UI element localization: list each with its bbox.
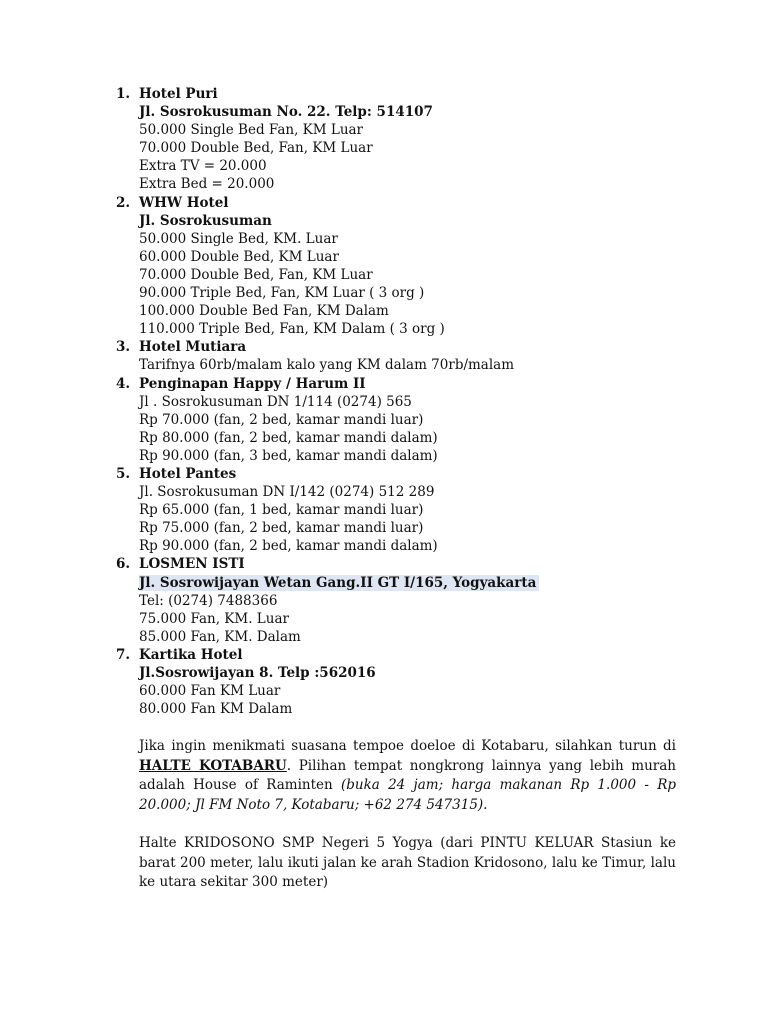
hotel-detail-line: [139, 284, 768, 302]
hotel-detail-line: [139, 700, 768, 718]
hotel-detail-text: Rp 90.000 (fan, 2 bed, kamar mandi dalam): [139, 538, 438, 555]
hotel-detail-text: 90.000 Triple Bed, Fan, KM Luar ( 3 org ): [139, 285, 425, 302]
hotel-detail-line: [139, 302, 768, 320]
hotel-detail-text: Tel: (0274) 7488366: [139, 592, 278, 609]
hotel-detail-text: 100.000 Double Bed Fan, KM Dalam: [139, 303, 389, 320]
hotel-details: [139, 646, 768, 718]
hotel-name: [139, 338, 768, 356]
list-number: 1.: [116, 86, 131, 102]
hotel-detail-line: [139, 121, 768, 139]
hotel-detail-line: [139, 501, 768, 519]
hotel-detail-line: [139, 664, 768, 682]
hotel-details: [139, 338, 768, 374]
hotel-entry: [0, 555, 768, 645]
hotel-detail-line: [139, 393, 768, 411]
hotel-detail-line: [139, 682, 768, 700]
hotel-detail-line: [139, 266, 768, 284]
hotel-entry: [0, 85, 768, 194]
hotel-detail-line: [139, 411, 768, 429]
list-number: 3.: [116, 339, 131, 356]
hotel-detail-text: Rp 75.000 (fan, 2 bed, kamar mandi luar): [139, 520, 424, 537]
hotel-detail-line: [139, 574, 768, 592]
hotel-entry: [0, 194, 768, 339]
hotel-detail-text: Rp 65.000 (fan, 1 bed, kamar mandi luar): [139, 502, 424, 519]
hotel-name-text: Hotel Mutiara: [139, 339, 247, 356]
hotel-detail-line: [139, 230, 768, 248]
hotel-name: [139, 465, 768, 483]
hotel-detail-line: [139, 248, 768, 266]
hotel-detail-line: [139, 175, 768, 193]
para1-middle: . Pilihan tempat nongkrong lainnya yang lebih murah adalah House of Raminten: [139, 757, 676, 794]
hotel-detail-line: [139, 103, 768, 121]
hotel-detail-text: Extra Bed = 20.000: [139, 176, 275, 193]
hotel-name-text: Penginapan Happy / Harum II: [139, 375, 366, 392]
list-number: 2.: [116, 194, 131, 211]
hotel-detail-text: Rp 90.000 (fan, 3 bed, kamar mandi dalam): [139, 447, 438, 464]
hotel-detail-text: 60.000 Fan KM Luar: [139, 683, 281, 700]
hotel-detail-text: 70.000 Double Bed, Fan, KM Luar: [139, 140, 373, 157]
list-number: 6.: [116, 556, 131, 573]
hotel-detail-line: [139, 592, 768, 610]
hotel-detail-text: Jl. Sosrokusuman No. 22. Telp: 514107: [139, 104, 433, 121]
hotel-detail-line: [139, 139, 768, 157]
hotel-name: [139, 375, 768, 393]
halte-kotabaru-link-text: HALTE KOTABARU: [139, 757, 287, 774]
hotel-detail-text: 80.000 Fan KM Dalam: [139, 701, 293, 718]
kridosono-paragraph: [139, 834, 676, 893]
hotel-details: [139, 375, 768, 465]
hotel-detail-line: [139, 519, 768, 537]
hotel-detail-text: Rp 80.000 (fan, 2 bed, kamar mandi dalam): [139, 429, 438, 446]
kotabaru-paragraph: [139, 737, 676, 815]
hotel-detail-text: 50.000 Single Bed Fan, KM Luar: [139, 122, 364, 139]
hotel-details: [139, 465, 768, 555]
hotel-entry: [0, 338, 768, 374]
hotel-detail-line: [139, 429, 768, 447]
hotel-detail-text: Jl.Sosrowijayan 8. Telp :562016: [139, 665, 376, 681]
hotel-name-text: WHW Hotel: [139, 194, 229, 211]
raminten-details: (buka 24 jam; harga makanan Rp 1.000 - Rp 20.000; Jl FM Noto 7, Kotabaru; +62 274 547315).: [139, 777, 676, 813]
hotel-detail-line: [139, 157, 768, 175]
hotel-list: [0, 85, 768, 718]
hotel-detail-text: Jl. Sosrowijayan Wetan Gang.II GT I/165, Yogyakarta: [139, 575, 539, 591]
hotel-name-text: LOSMEN ISTI: [139, 556, 245, 573]
hotel-detail-text: 50.000 Single Bed, KM. Luar: [139, 230, 338, 247]
para2-text: Halte KRIDOSONO SMP Negeri 5 Yogya (dari PINTU KELUAR Stasiun ke barat 200 meter, lalu ikuti jalan ke arah Stadion Kridosono, lalu ke Timur, lalu ke utara sekitar 300 meter): [139, 835, 676, 891]
list-number: 5.: [116, 465, 131, 482]
hotel-detail-text: Rp 70.000 (fan, 2 bed, kamar mandi luar): [139, 411, 424, 428]
hotel-name: [139, 194, 768, 212]
hotel-detail-text: Extra TV = 20.000: [139, 158, 267, 175]
hotel-detail-text: 75.000 Fan, KM. Luar: [139, 610, 289, 627]
hotel-details: [139, 555, 768, 645]
hotel-detail-text: Jl. Sosrokusuman: [139, 212, 272, 229]
hotel-detail-text: 60.000 Double Bed, KM Luar: [139, 248, 339, 265]
hotel-name-text: Hotel Puri: [139, 86, 218, 102]
hotel-detail-line: [139, 483, 768, 501]
list-number: 4.: [116, 375, 131, 392]
hotel-details: [139, 194, 768, 339]
hotel-detail-text: Jl . Sosrokusuman DN 1/114 (0274) 565: [139, 393, 412, 410]
hotel-detail-text: 70.000 Double Bed, Fan, KM Luar: [139, 266, 373, 283]
hotel-detail-line: [139, 537, 768, 555]
hotel-name: [139, 646, 768, 664]
hotel-entry: [0, 375, 768, 465]
hotel-detail-line: [139, 610, 768, 628]
hotel-entry: [0, 465, 768, 555]
hotel-details: [139, 85, 768, 194]
hotel-name: [139, 555, 768, 573]
para1-text: Jika ingin menikmati suasana tempoe doeloe di Kotabaru, silahkan turun di: [139, 738, 676, 754]
hotel-name: [139, 85, 768, 103]
hotel-detail-line: [139, 212, 768, 230]
hotel-detail-text: Tarifnya 60rb/malam kalo yang KM dalam 70rb/malam: [139, 357, 515, 374]
hotel-name-text: Hotel Pantes: [139, 465, 237, 482]
list-number: 7.: [116, 646, 131, 663]
hotel-detail-line: [139, 320, 768, 338]
hotel-name-text: Kartika Hotel: [139, 646, 243, 663]
hotel-entry: [0, 646, 768, 718]
hotel-detail-text: 110.000 Triple Bed, Fan, KM Dalam ( 3 org ): [139, 321, 445, 338]
hotel-detail-line: [139, 447, 768, 465]
hotel-detail-text: Jl. Sosrokusuman DN I/142 (0274) 512 289: [139, 484, 435, 501]
hotel-detail-line: [139, 628, 768, 646]
hotel-detail-line: [139, 356, 768, 374]
hotel-detail-text: 85.000 Fan, KM. Dalam: [139, 628, 301, 645]
